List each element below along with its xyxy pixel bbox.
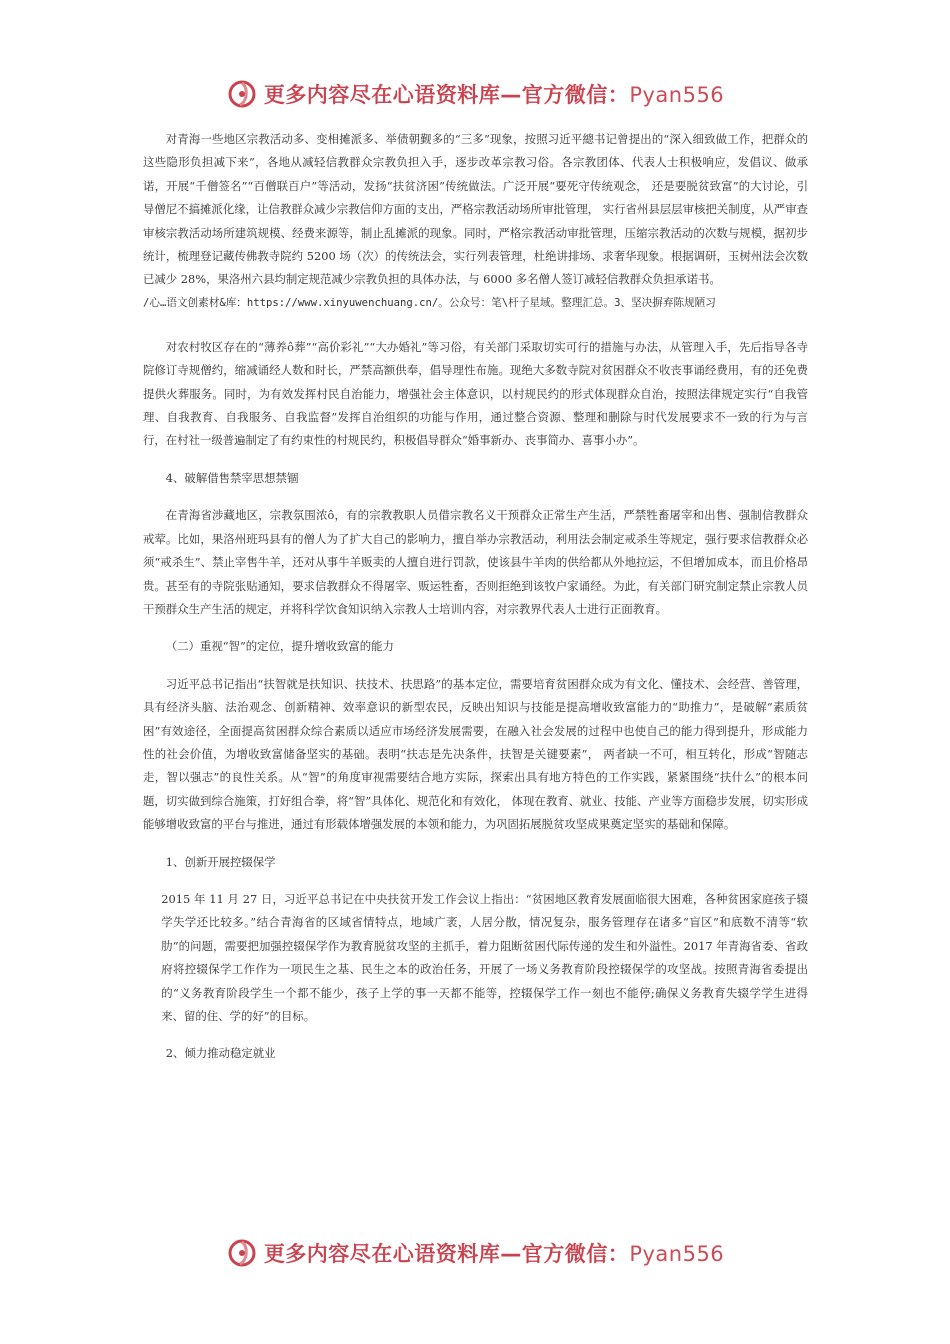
banner-wechat-id: Pyan556 [629,83,725,107]
paragraph: 对青海一些地区宗教活动多、变相摊派多、举债朝觐多的“三多”现象，按照习近平總书记曾提出的“深入细致做工作，把群众的这些隐形负担减下来”，各地从减轻信教群众宗教负担入手，逐步改革宗教习俗。各宗教团体、代表人士积极响应，发倡议、做承诺，开展“千僧签名”“百僧联百户”等活动，发扬“扶贫济困”传统做法。广泛开展“要死守传统观念， 还是要脱贫致富”的大讨论，引导僧尼不搞摊派化缘，让信教群众减少宗教信仰方面的支出，严格宗教活动场所审批管理， 实行省州县层层审核把关制度，从严审查审核宗教活动场所建筑规模、经费来源等，制止乱摊派的现象。同时，严格宗教活动审批管理，压缩宗教活动的次数与规模，据初步统计，梳理登记藏传佛教寺院约 5200 场（次）的传统法会，实行列表管理，杜绝讲排场、求奢华现象。根据调研，玉树州法会次数已减少 28%，果洛州六县均制定规范减少宗教负担的具体办法，与 6000 多名僧人签订减轻信教群众负担承诺书。 [143,132,808,287]
banner-text [264,1238,724,1268]
banner-prefix: 更多内容尽在心语资料库—官方微信： [263,1242,630,1266]
section-heading: 4、破解借售禁宰思想禁锢 [165,470,299,485]
banner-wechat-id: Pyan556 [629,1242,725,1266]
header-banner [0,74,950,114]
paragraph: 对农村牧区存在的“薄养ô葬”“高价彩礼”“大办婚礼”等习俗，有关部门采取切实可行的措施与办法，从管理入手，先后指导各寺院修订寺规僧约，缩减诵经人数和时长，严禁高额供奉，倡导理性布施。现绝大多数寺院对贫困群众不收丧事诵经费用，有的还免费提供火葬服务。同时，为有效发挥村民自治能力，增强社会主体意识，以村规民约的形式体现群众自治，按照法律规定实行“自我管理、自我教育、自我服务、自我监督”发挥自治组织的功能与作用，通过整合资源、整理和删除与时代发展要求不一致的行为与言行，在村社一级普遍制定了有约束性的村规民约，积极倡导群众“婚事新办、丧事简办、喜事小办”。 [143,339,808,448]
brand-logo-icon [226,77,260,111]
section-heading: （二）重视“智”的定位，提升增收致富的能力 [165,639,394,654]
paragraph: 习近平总书记指出“扶智就是扶知识、扶技术、扶思路”的基本定位，需要培育贫困群众成为有文化、懂技术、会经营、善管理，具有经济头脑、法治观念、创新精神、效率意识的新型农民，反映出知识与技能是提高增收致富能力的“助推力”，是破解“素质贫困”有效途径，全面提高贫困群众综合素质以适应市场经济发展需要，在融入社会发展的过程中也使自己的能力得到提升，形成能力性的社会价值，为增收致富储备坚实的基础。表明“扶志是先决条件，扶智是关键要素”， 两者缺一不可，相互转化，形成“智随志走，智以强志”的良性关系。从“智”的角度审视需要结合地方实际，探索出具有地方特色的工作实践，紧紧围绕“扶什么”的根本问题，切实做到综合施策，打好组合拳，将“智”具体化、规范化和有效化， 体现在教育、就业、技能、产业等方面稳步发展，切实形成能够增收致富的平台与推进，通过有形载体增强发展的本领和能力，为巩固拓展脱贫攻坚成果奠定坚实的基础和保障。 [143,676,808,832]
section-heading: 1、创新开展控辍保学 [165,854,276,869]
footer-banner [0,1233,950,1273]
banner-prefix: 更多内容尽在心语资料库—官方微信： [263,83,630,107]
document-body [143,128,808,1080]
paragraph: 2015 年 11 月 27 日，习近平总书记在中央扶贫开发工作会议上指出：“贫困地区教育发展面临很大困难，各种贫困家庭孩子辍学失学还比较多。”结合青海省的区域省情特点，地域广袤，人居分散，情况复杂，服务管理存在诸多“盲区”和底数不清等“软肋”的问题，需要把加强控辍保学作为教育脱贫攻坚的主抓手，着力阻断贫困代际传递的发生和外溢性。2017 年青海省委、省政府将控辍保学工作作为一项民生之基、民生之本的政治任务，开展了一场义务教育阶段控辍保学的攻坚战。按照青海省委提出的“义务教育阶段学生一个都不能少，孩子上学的事一天都不能等，控辍保学工作一刻也不能停;确保义务教育失辍学学生进得来、留的住、学的好”的目标。 [161,891,808,1023]
section-heading: 2、倾力推动稳定就业 [165,1046,276,1061]
paragraph: 在青海省涉藏地区，宗教氛围浓ô，有的宗教教职人员借宗教名义干预群众正常生产生活，严禁牲畜屠宰和出售、强制信教群众戒荤。比如，果洛州班玛县有的僧人为了扩大自己的影响力，擅自举办宗教活动，利用法会制定戒杀生等规定，强行要求信教群众必须“戒杀生”、禁止宰售牛羊，还对从事牛羊贩卖的人擅自进行罚款，使该县牛羊肉的供给都从外地拉运，不但增加成本，而且价格昂贵。甚至有的寺院张贴通知，要求信教群众不得屠宰、贩运牲畜，否则拒绝到该牧户家诵经。为此，有关部门研究制定禁止宗教人员干预群众生产生活的规定，并将科学饮食知识纳入宗教人士培训内容，对宗教界代表人士进行正面教育。 [143,508,808,616]
brand-logo-icon [226,1236,260,1270]
banner-text [264,79,724,109]
source-note: /心…语文创素材&库：https://www.xinyuwenchuang.cn/。公众号：笔\杆子星域。整理汇总。3、坚决摒弃陈规陋习 [143,296,716,309]
